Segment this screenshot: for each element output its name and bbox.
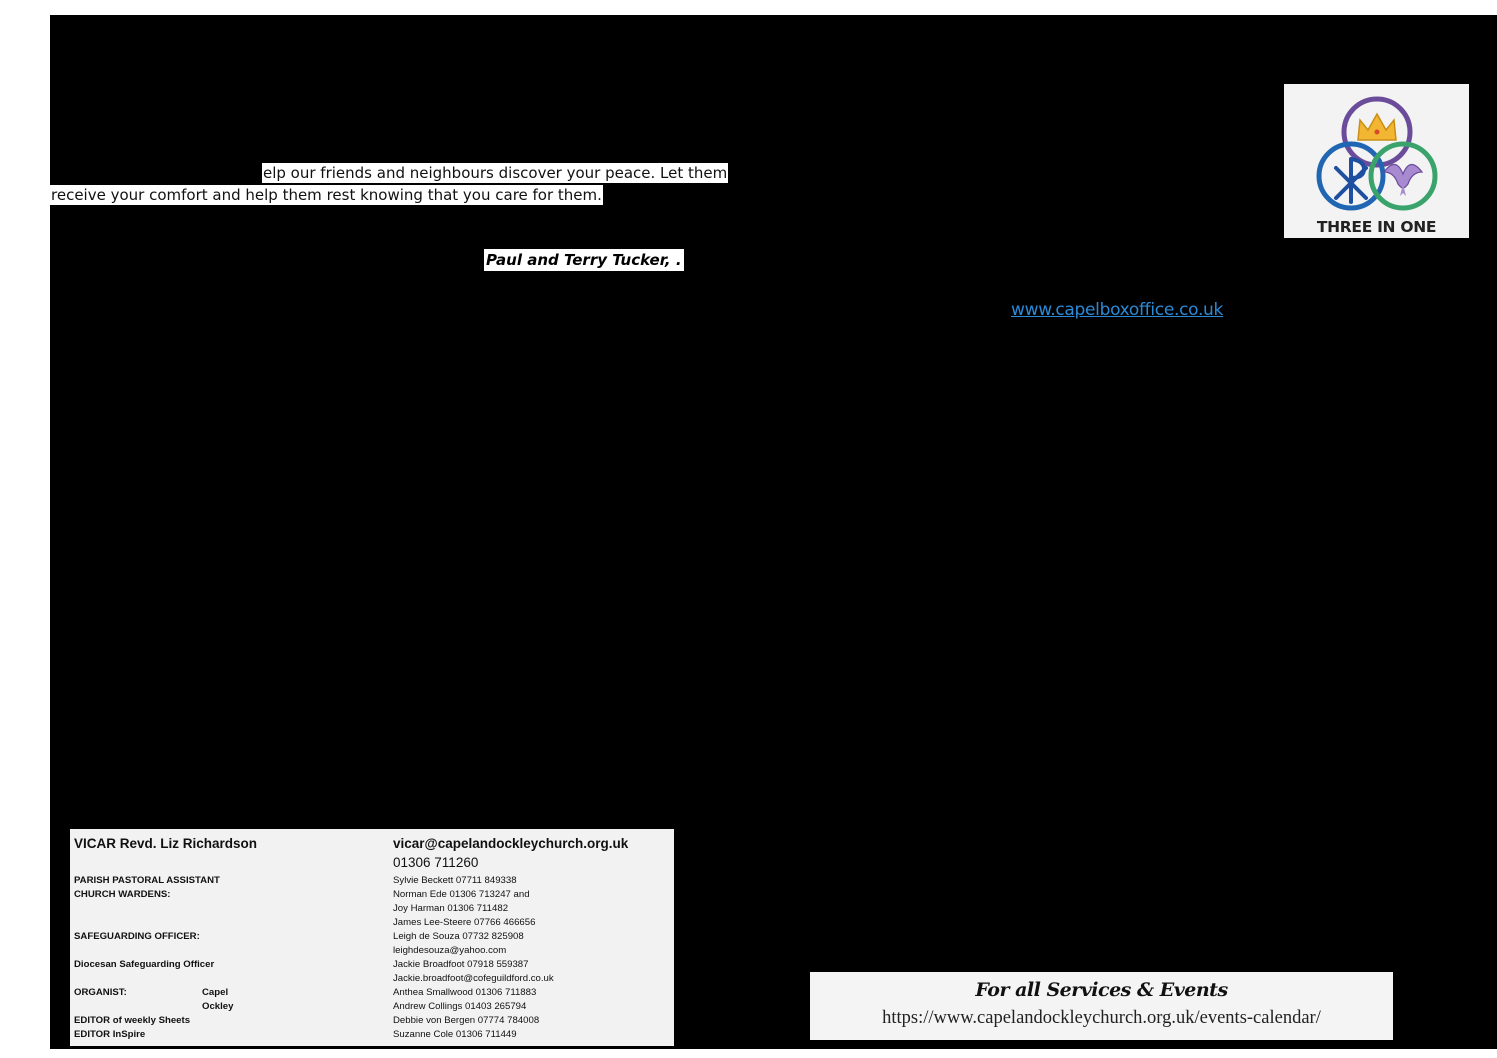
contact-value: Jackie Broadfoot 07918 559387 (393, 959, 529, 970)
contact-value: Anthea Smallwood 01306 711883 (393, 987, 537, 998)
contact-role: SAFEGUARDING OFFICER: (74, 931, 200, 942)
contact-role: ORGANIST: (74, 987, 127, 998)
contact-value: Sylvie Beckett 07711 849338 (393, 875, 517, 886)
contact-value: Leigh de Souza 07732 825908 (393, 931, 524, 942)
contact-value: Norman Ede 01306 713247 and (393, 889, 530, 900)
three-in-one-logo (1284, 84, 1469, 238)
vicar-phone: 01306 711260 (393, 855, 479, 870)
contact-role: Diocesan Safeguarding Officer (74, 959, 215, 970)
vicar-email[interactable]: vicar@capelandockleychurch.org.uk (393, 836, 629, 851)
contact-role-sub: Ockley (202, 1001, 234, 1012)
contact-value: Andrew Collings 01403 265794 (393, 1001, 527, 1012)
events-banner (810, 972, 1393, 1040)
contact-value: James Lee-Steere 07766 466656 (393, 917, 536, 928)
contact-role: CHURCH WARDENS: (74, 889, 171, 900)
contact-role: PARISH PASTORAL ASSISTANT (74, 875, 220, 886)
contact-role-sub: Capel (202, 987, 229, 998)
contact-value: Suzanne Cole 01306 711449 (393, 1029, 517, 1040)
contact-role: EDITOR InSpire (74, 1029, 146, 1040)
capel-box-office-link[interactable]: www.capelboxoffice.co.uk (1011, 300, 1224, 320)
events-calendar-url[interactable]: https://www.capelandockleychurch.org.uk/events-calendar/ (882, 1008, 1321, 1028)
contact-value: Jackie.broadfoot@cofeguildford.co.uk (393, 973, 554, 984)
trinity-rings-icon (1284, 84, 1469, 214)
signature: Paul and Terry Tucker, . (486, 251, 682, 269)
logo-text: THREE IN ONE (1316, 218, 1437, 236)
prayer-line-2: receive your comfort and help them rest knowing that you care for them. (51, 186, 602, 204)
contact-value: Joy Harman 01306 711482 (393, 903, 509, 914)
vicar-label: VICAR Revd. Liz Richardson (74, 836, 258, 851)
contact-role: EDITOR of weekly Sheets (74, 1015, 191, 1026)
contact-value: leighdesouza@yahoo.com (393, 945, 507, 956)
contact-panel (70, 829, 674, 1046)
prayer-line-1: elp our friends and neighbours discover your peace. Let them (263, 164, 728, 182)
banner-title: For all Services & Events (975, 979, 1228, 1001)
contact-value: Debbie von Bergen 07774 784008 (393, 1015, 540, 1026)
